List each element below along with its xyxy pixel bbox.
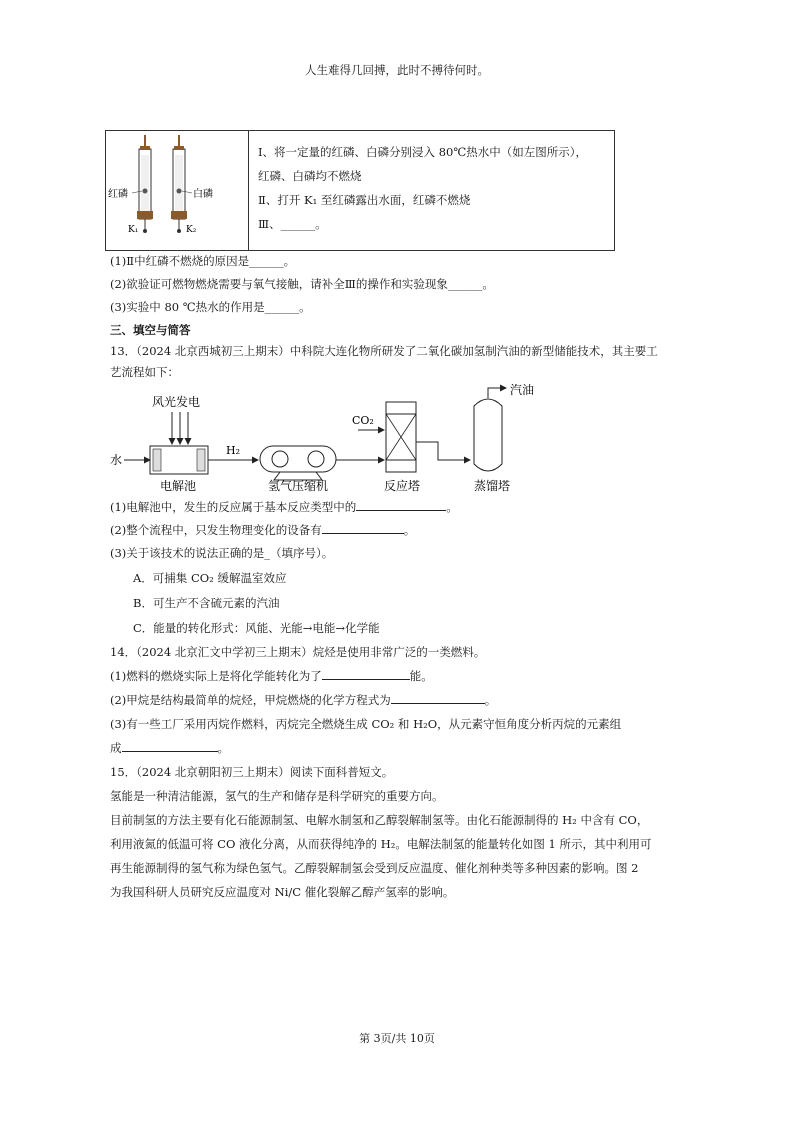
label-wind-solar-power: 风光发电 xyxy=(152,395,201,409)
answer-blank[interactable] xyxy=(356,498,446,511)
experiment-step-2: Ⅱ、打开 K₁ 至红磷露出水面，红磷不燃烧 xyxy=(258,193,471,207)
q13-stem-line2: 艺流程如下： xyxy=(110,365,179,379)
answer-blank[interactable] xyxy=(322,521,404,534)
q15-stem: 15．（2024 北京朝阳初三上期末）阅读下面科普短文。 xyxy=(110,765,394,779)
q13-option-b: B．可生产不含硫元素的汽油 xyxy=(133,596,280,610)
q14-sub1-suffix: 能。 xyxy=(409,669,433,683)
q14-sub2 xyxy=(110,691,496,709)
q15-para1: 氢能是一种清洁能源，氢气的生产和储存是科学研究的重要方向。 xyxy=(110,789,444,803)
q14-sub2-text: (2)甲烷是结构最简单的烷烃，甲烷燃烧的化学方程式为 xyxy=(110,693,391,707)
experiment-step-1b: 红磷、白磷均不燃烧 xyxy=(258,169,362,183)
label-water: 水 xyxy=(110,453,123,467)
q14-sub1-text: (1)燃料的燃烧实际上是将化学能转化为了 xyxy=(110,669,322,683)
experiment-table-divider xyxy=(248,130,249,251)
q12-sub3: (3)实验中 80 ℃热水的作用是______。 xyxy=(110,300,311,314)
answer-blank[interactable] xyxy=(122,739,218,752)
label-white-phosphorus: 白磷 xyxy=(193,189,213,200)
q13-sub2 xyxy=(110,521,415,539)
label-k1: K₁ xyxy=(128,225,139,235)
label-h2: H₂ xyxy=(226,444,241,457)
q12-sub2: (2)欲验证可燃物燃烧需要与氧气接触，请补全Ⅲ的操作和实验现象______。 xyxy=(110,277,494,291)
q13-sub3: (3)关于该技术的说法正确的是_（填序号）。 xyxy=(110,546,334,560)
q14-sub1 xyxy=(110,667,433,685)
q15-para2-line4: 为我国科研人员研究反应温度对 Ni/C 催化裂解乙醇产氢率的影响。 xyxy=(110,885,455,899)
electrolyzer-unit xyxy=(150,446,208,474)
q14-sub3-line1: (3)有一些工厂采用丙烷作燃料，丙烷完全燃烧生成 CO₂ 和 H₂O，从元素守恒角度分析丙烷的元素组 xyxy=(110,717,622,731)
q13-sub1-suffix: 。 xyxy=(446,500,458,514)
q12-sub1: (1)Ⅱ中红磷不燃烧的原因是______。 xyxy=(110,254,296,268)
distillation-tower-unit xyxy=(474,392,502,471)
q14-sub3-text: 成 xyxy=(110,741,122,755)
q15-para2-line2: 利用液氮的低温可将 CO 液化分离，从而获得纯净的 H₂。电解法制氢的能量转化如图 1 所示，其中利用可 xyxy=(110,837,652,851)
q15-para2-line1: 目前制氢的方法主要有化石能源制氢、电解水制氢和乙醇裂解制氢等。由化石能源制得的 H₂ 中含有 CO， xyxy=(110,813,649,827)
label-reactor-tower: 反应塔 xyxy=(384,479,421,493)
q13-option-c: C．能量的转化形式：风能、光能→电能→化学能 xyxy=(133,621,380,635)
q13-sub1 xyxy=(110,498,458,516)
page-header-motto: 人生难得几回搏，此时不搏待何时。 xyxy=(305,63,489,77)
label-red-phosphorus: 红磷 xyxy=(108,189,128,200)
q13-stem-line1: 13．（2024 北京西城初三上期末）中科院大连化物所研发了二氧化碳加氢制汽油的新型储能技术，其主要工 xyxy=(110,344,658,358)
q14-sub3-suffix: 。 xyxy=(217,741,229,755)
label-co2: CO₂ xyxy=(352,414,374,427)
label-hydrogen-compressor: 氢气压缩机 xyxy=(268,479,329,493)
q14-sub3-line2 xyxy=(110,739,229,757)
q13-sub1-text: (1)电解池中，发生的反应属于基本反应类型中的 xyxy=(110,500,357,514)
label-k2: K₂ xyxy=(186,225,197,235)
q15-para2-line3: 再生能源制得的氢气称为绿色氢气。乙醇裂解制氢会受到反应温度、催化剂种类等多种因素的影响。图 2 xyxy=(110,861,639,875)
experiment-step-3: Ⅲ、______。 xyxy=(258,217,327,231)
red-phosphorus-tube xyxy=(137,135,153,233)
label-electrolyzer: 电解池 xyxy=(160,479,197,493)
section-3-title: 三、填空与简答 xyxy=(110,323,191,337)
experiment-step-1: Ⅰ、将一定量的红磷、白磷分别浸入 80℃热水中（如左图所示）， xyxy=(258,145,587,159)
q13-sub2-suffix: 。 xyxy=(403,523,416,537)
q13-option-a: A．可捕集 CO₂ 缓解温室效应 xyxy=(133,571,287,585)
reactor-tower-unit xyxy=(386,402,416,472)
hydrogen-compressor-unit xyxy=(260,446,336,480)
q13-sub2-text: (2)整个流程中，只发生物理变化的设备有 xyxy=(110,523,322,537)
answer-blank[interactable] xyxy=(322,667,410,680)
q14-sub2-suffix: 。 xyxy=(484,693,497,707)
label-distillation-tower: 蒸馏塔 xyxy=(474,479,511,493)
page-number: 第 3页/共 10页 xyxy=(359,1032,435,1045)
process-flow-diagram xyxy=(108,384,548,496)
label-gasoline: 汽油 xyxy=(510,384,535,397)
answer-blank[interactable] xyxy=(391,691,485,704)
apparatus-diagram xyxy=(106,131,248,250)
q14-stem: 14．（2024 北京汇文中学初三上期末）烷烃是使用非常广泛的一类燃料。 xyxy=(110,645,486,659)
white-phosphorus-tube xyxy=(171,135,187,233)
